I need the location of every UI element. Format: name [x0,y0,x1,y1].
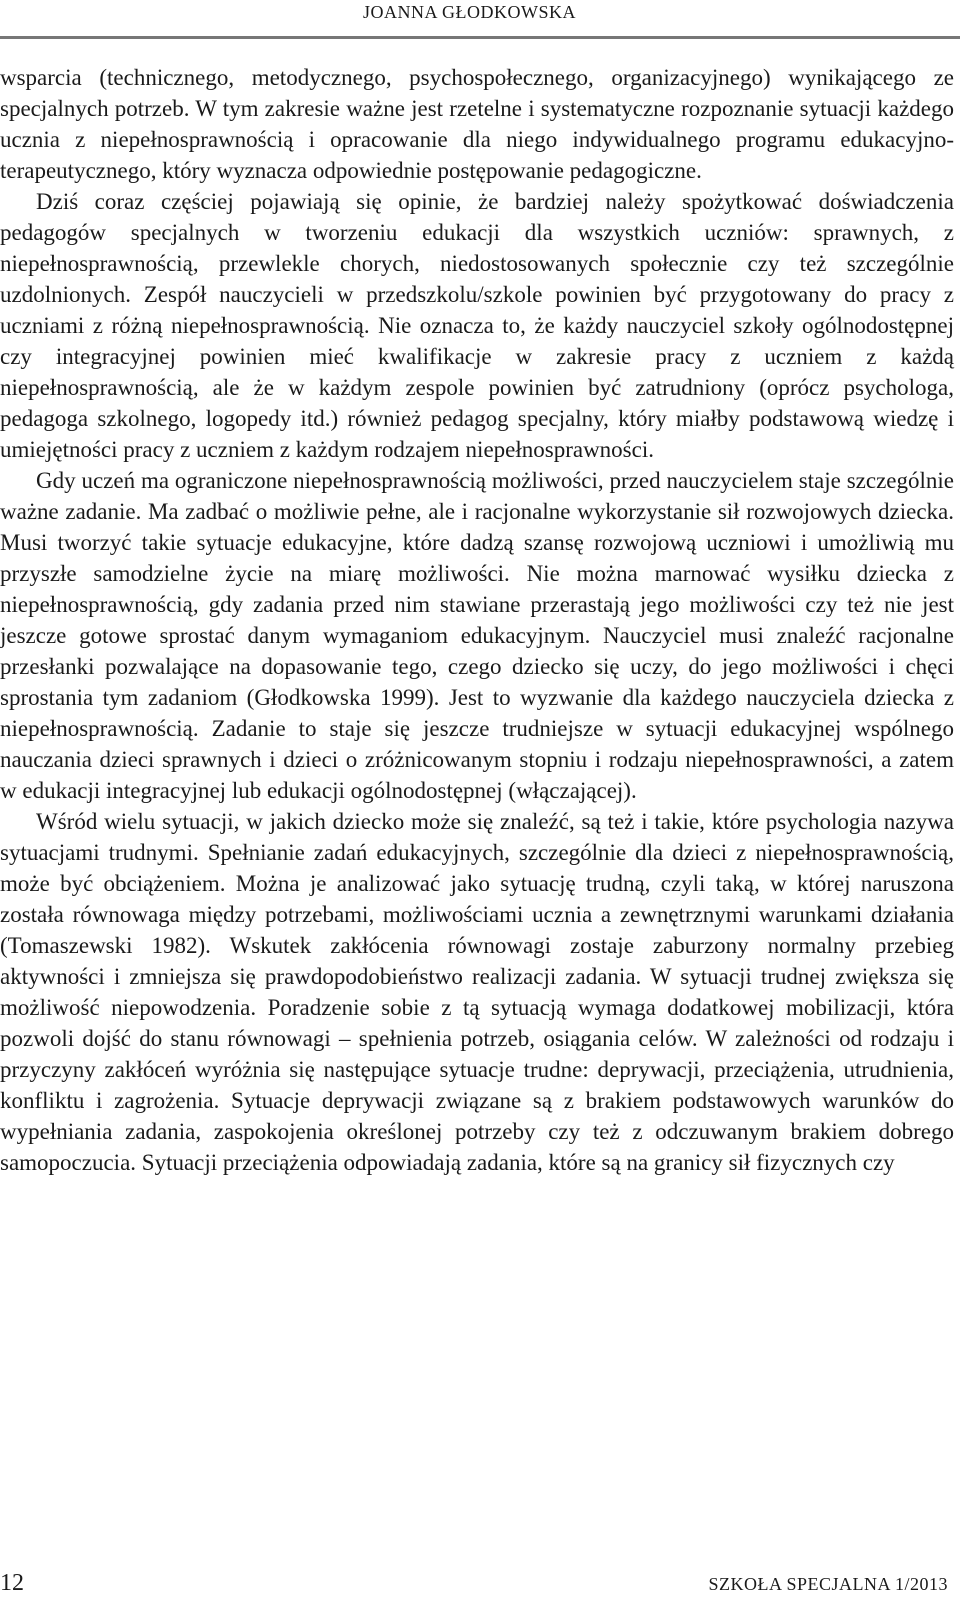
paragraph-3: Gdy uczeń ma ograniczone niepełnosprawnością możliwości, przed nauczycielem staje szczególnie ważne zadanie. Ma zadbać o możliwie pełne, ale i racjonalne wykorzystanie sił rozwojowych dziecka. Musi tworzyć takie sytuacje edukacyjne, które dadzą szansę rozwojową uczniowi i umożliwią mu przyszłe samodzielne życie na miarę możliwości. Nie można marnować wysiłku dziecka z niepełnosprawnością, gdy zadania przed nim stawiane przerastają jego możliwości czy też nie jest jeszcze gotowe sprostać danym wymaganiom edukacyjnym. Nauczyciel musi znaleźć racjonalne przesłanki pozwalające na dopasowanie tego, czego dziecko się uczy, do jego możliwości i chęci sprostania tym zadaniom (Głodkowska 1999). Jest to wyzwanie dla każdego nauczyciela dziecka z niepełnosprawnością. Zadanie to staje się jeszcze trudniejsze w sytuacji edukacyjnej wspólnego nauczania dzieci sprawnych i dzieci o zróżnicowanym stopniu i rodzaju niepełnosprawności, a zatem w edukacji integracyjnej lub edukacji ogólnodostępnej (włączającej). [0,468,954,803]
header-rule [0,36,960,39]
article-body [0,62,954,1178]
paragraph-4: Wśród wielu sytuacji, w jakich dziecko może się znaleźć, są też i takie, które psychologia nazywa sytuacjami trudnymi. Spełnianie zadań edukacyjnych, szczególnie dla dzieci z niepełnosprawnością, może być obciążeniem. Można je analizować jako sytuację trudną, czyli taką, w której naruszona została równowaga między potrzebami, możliwościami ucznia a zewnętrznymi warunkami działania (Tomaszewski 1982). Wskutek zakłócenia równowagi zostaje zaburzony normalny przebieg aktywności i zmniejsza się prawdopodobieństwo realizacji zadania. W sytuacji trudnej zwiększa się możliwość niepowodzenia. Poradzenie sobie z tą sytuacją wymaga dodatkowej mobilizacji, która pozwoli dojść do stanu równowagi – spełnienia potrzeb, osiągania celów. W zależności od rodzaju i przyczyny zakłóceń wyróżnia się następujące sytuacje trudne: deprywacji, przeciążenia, utrudnienia, konfliktu i zagrożenia. Sytuacje deprywacji związane są z brakiem podstawowych warunków do wypełniania zadania, zaspokojenia określonej potrzeby czy też z odczuwanym brakiem dobrego samopoczucia. Sytuacji przeciążenia odpowiadają zadania, które są na granicy sił fizycznych czy [0,809,954,1175]
page-number: 12 [0,1570,24,1596]
page-footer [0,1570,960,1600]
running-head-author: JOANNA GŁODKOWSKA [363,2,576,22]
paragraph-2: Dziś coraz częściej pojawiają się opinie, że bardziej należy spożytkować doświadczenia pedagogów specjalnych w tworzeniu edukacji dla wszystkich uczniów: sprawnych, z niepełnosprawnością, przewlekle chorych, niedostosowanych społecznie czy też szczególnie uzdolnionych. Zespół nauczycieli w przedszkolu/szkole powinien być przygotowany do pracy z uczniami z różną niepełnosprawnością. Nie oznacza to, że każdy nauczyciel szkoły ogólnodostępnej czy integracyjnej powinien mieć kwalifikacje w zakresie pracy z uczniem z każdą niepełnosprawnością, ale że w każdym zespole powinien być zatrudniony (oprócz psychologa, pedagoga szkolnego, logopedy itd.) również pedagog specjalny, który miałby podstawową wiedzę i umiejętności pracy z uczniem z każdym rodzajem niepełnosprawności. [0,189,954,462]
paragraph-1: wsparcia (technicznego, metodycznego, psychospołecznego, organizacyjnego) wynikającego ze specjalnych potrzeb. W tym zakresie ważne jest rzetelne i systematyczne rozpoznanie sytuacji każdego ucznia z niepełnosprawnością i opracowanie dla niego indywidualnego programu edukacyjno-terapeutycznego, który wyznacza odpowiednie postępowanie pedagogiczne. [0,65,954,183]
journal-title: SZKOŁA SPECJALNA 1/2013 [708,1574,948,1594]
